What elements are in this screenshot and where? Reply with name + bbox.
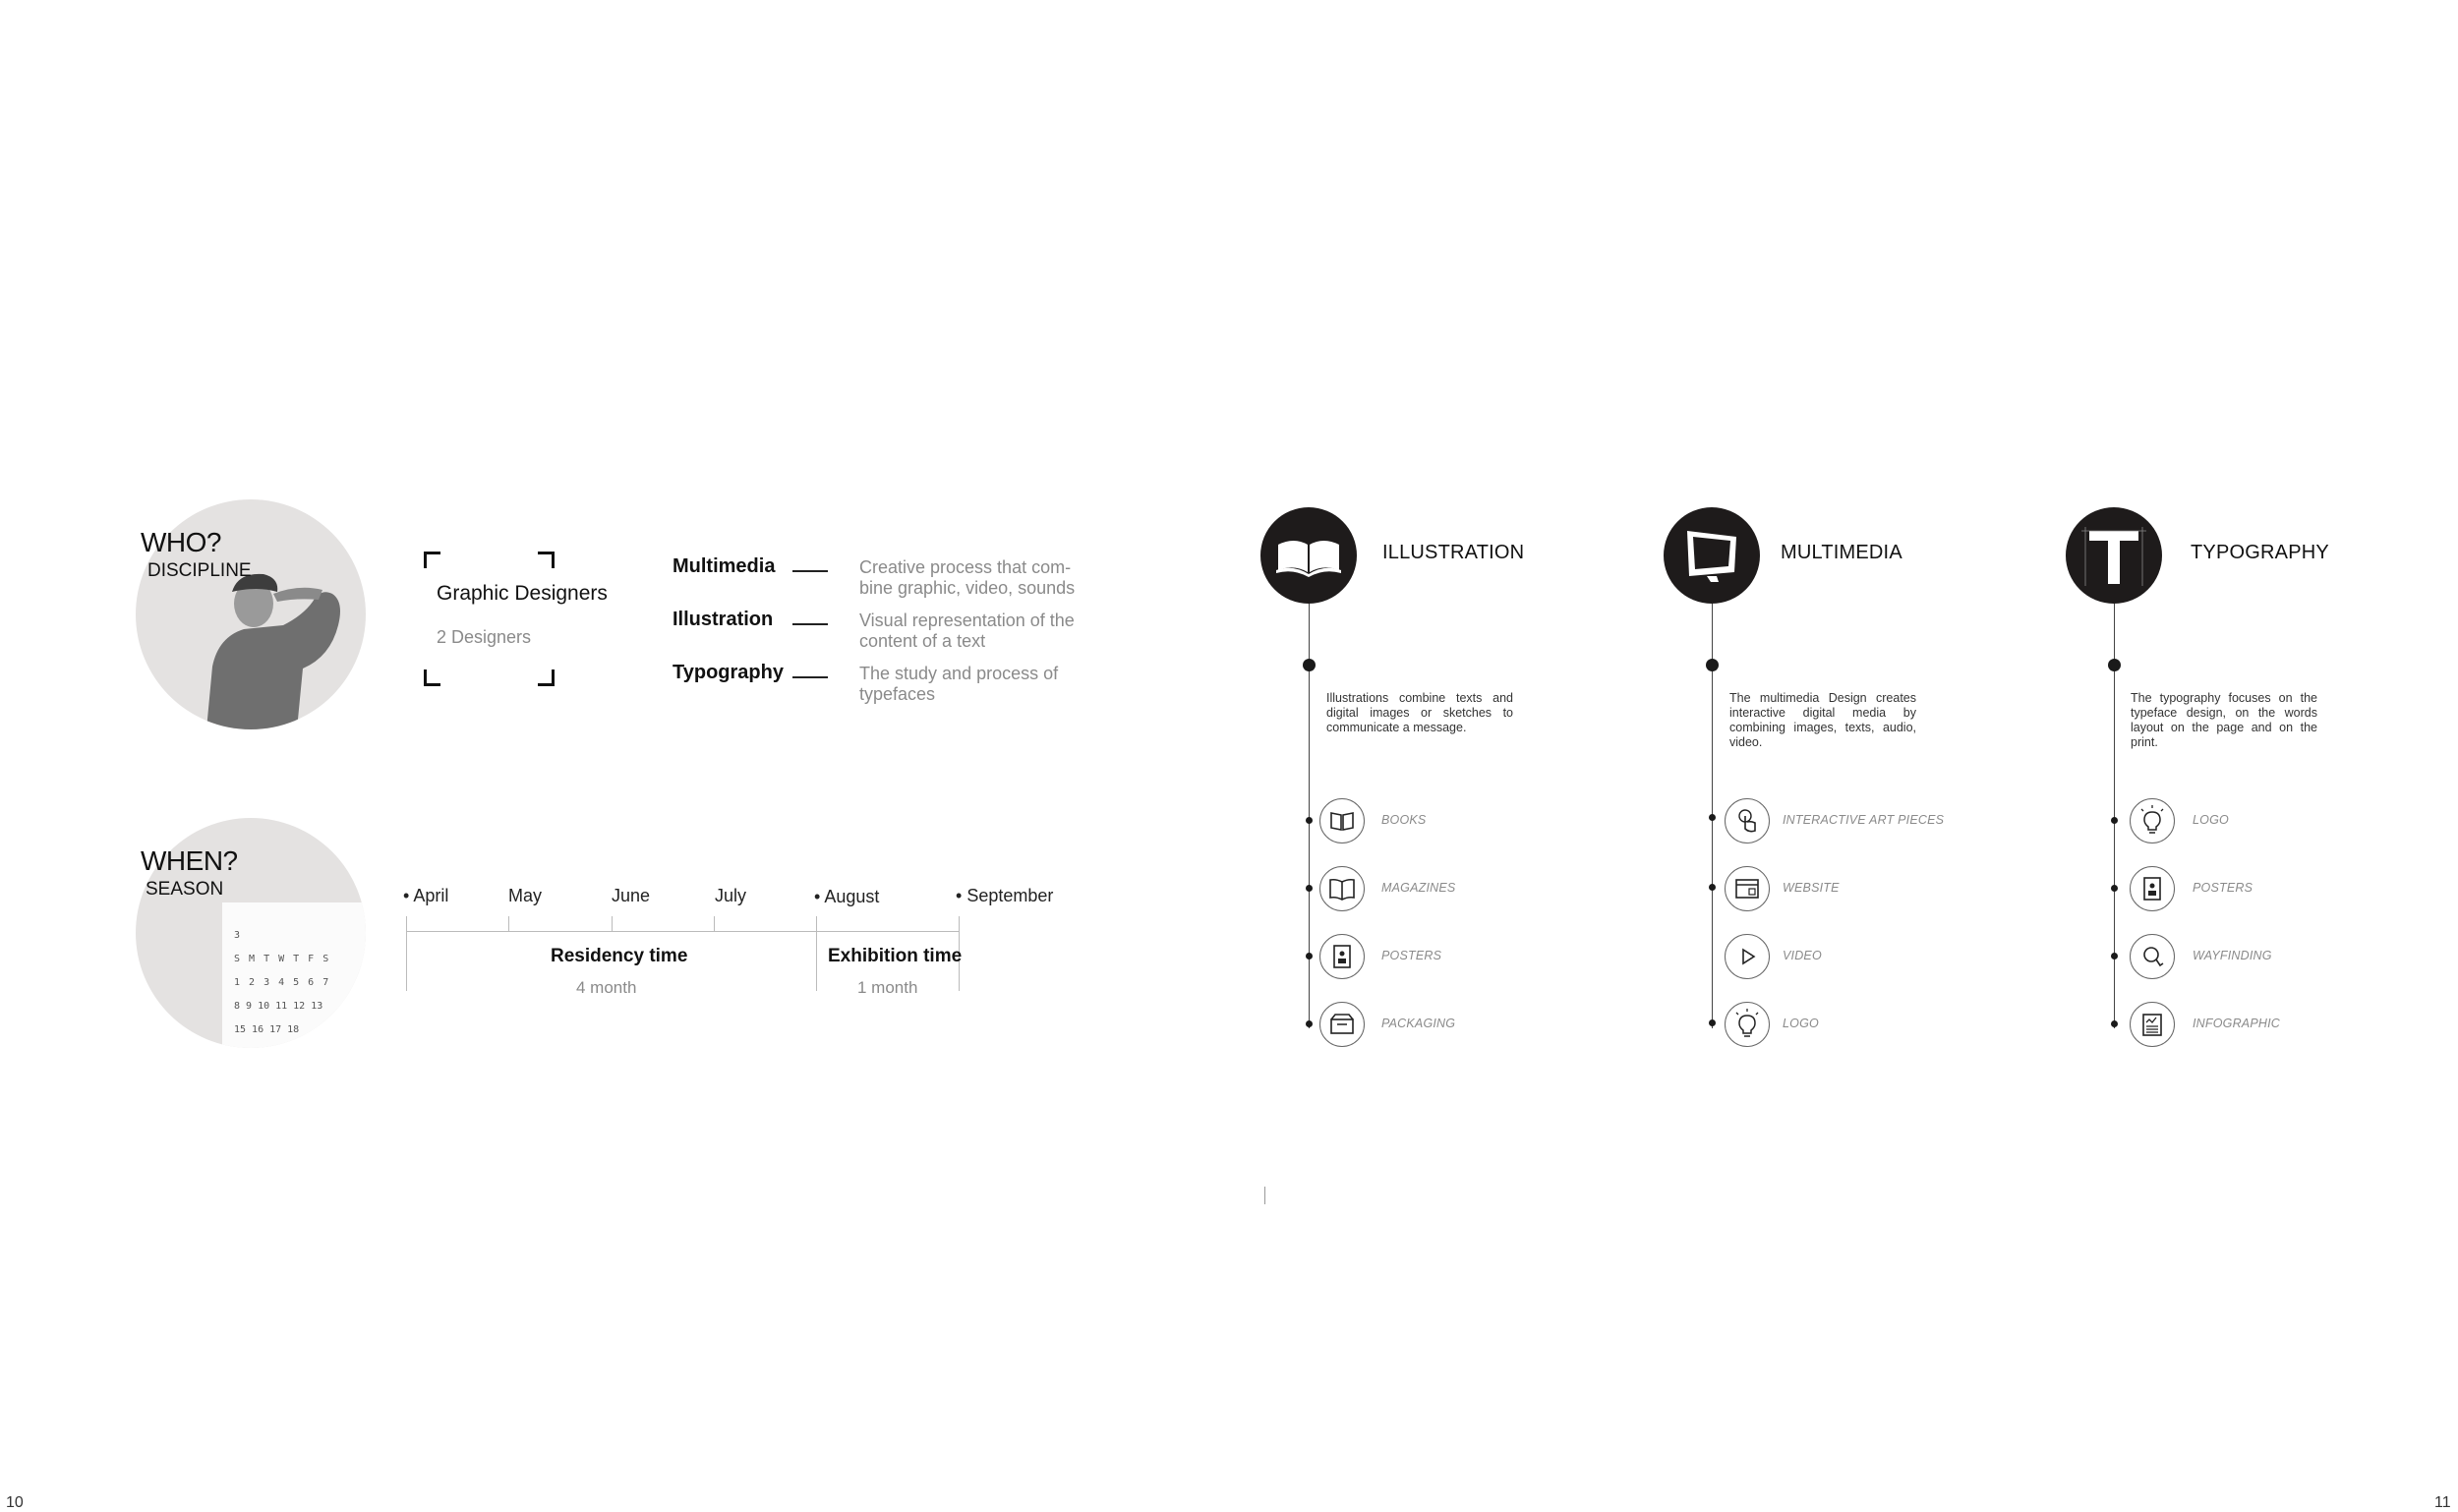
item-label: INFOGRAPHIC (2193, 1017, 2281, 1030)
calendar-day: 12 (293, 1001, 306, 1012)
item-node (2111, 885, 2118, 892)
calendar-row (234, 977, 328, 988)
calendar-day: 8 (234, 1001, 241, 1012)
item-node (2111, 1020, 2118, 1027)
item-node (1306, 817, 1313, 824)
item-node (1709, 884, 1716, 891)
item-label: LOGO (2193, 813, 2229, 827)
discipline-name: Typography (673, 662, 784, 683)
timeline-tick (406, 916, 407, 991)
item-label: LOGO (1783, 1017, 1819, 1030)
calendar-weekdays (234, 954, 328, 964)
timeline-month: • August (814, 887, 880, 906)
item-node (1306, 1020, 1313, 1027)
category-description: Illustrations combine texts and digital images or sketches to communicate a message. (1326, 691, 1513, 734)
frame-corner-bl (424, 669, 440, 686)
category-title: TYPOGRAPHY (2191, 542, 2329, 563)
timeline-month: • April (403, 886, 449, 905)
calendar-day: 9 (246, 1001, 253, 1012)
page-number-right: 11 (2434, 1494, 2451, 1511)
item-node (1709, 814, 1716, 821)
lightbulb-icon (2131, 799, 2174, 843)
timeline-node (1706, 659, 1719, 671)
browser-icon (1726, 867, 1769, 910)
month-label: July (715, 886, 747, 905)
month-label: May (508, 886, 543, 905)
calendar-month-number: 3 (234, 930, 241, 941)
when-subtitle: SEASON (146, 879, 224, 900)
calendar-weekday: S (234, 954, 241, 964)
calendar-day: 11 (275, 1001, 288, 1012)
calendar-day: 7 (322, 977, 329, 988)
calendar-weekday: W (278, 954, 285, 964)
item-icon-badge (1319, 798, 1365, 843)
poster-icon (1320, 935, 1364, 978)
timeline-month (715, 886, 746, 906)
period-duration: 1 month (857, 978, 918, 997)
lightbulb-icon (1726, 1003, 1769, 1046)
item-node (1306, 885, 1313, 892)
category-description: The typography focuses on the typeface design, on the words layout on the page and on the print. (2131, 691, 2317, 749)
item-icon-badge (1725, 798, 1770, 843)
frame-corner-tl (424, 552, 440, 568)
calendar-weekday: M (249, 954, 256, 964)
discipline-name: Illustration (673, 609, 774, 630)
calendar-day: 17 (269, 1024, 282, 1035)
discipline-dash (792, 676, 828, 678)
item-label: POSTERS (1381, 949, 1442, 962)
calendar-image (222, 902, 366, 1048)
item-node (1306, 953, 1313, 960)
item-label: BOOKS (1381, 813, 1427, 827)
month-label: August (824, 887, 880, 906)
category-title: MULTIMEDIA (1781, 542, 1902, 563)
page-divider-mark (1264, 1187, 1265, 1204)
calendar-day: 2 (249, 977, 256, 988)
calendar-weekday: T (293, 954, 300, 964)
item-node (1709, 1019, 1716, 1026)
calendar-day: 13 (311, 1001, 323, 1012)
monitor-icon (1664, 507, 1760, 604)
open-book-icon (1260, 507, 1357, 604)
timeline-month (508, 886, 542, 906)
month-label: September (966, 886, 1054, 905)
month-label: April (413, 886, 449, 905)
timeline-month (612, 886, 650, 906)
timeline-tick (508, 916, 509, 931)
discipline-description: Creative process that com-bine graphic, video, sounds (859, 557, 1076, 598)
period-title: Residency time (551, 946, 688, 966)
item-icon-badge (2130, 934, 2175, 979)
calendar-day: 6 (308, 977, 315, 988)
item-icon-badge (1725, 934, 1770, 979)
calendar-day: 4 (278, 977, 285, 988)
timeline-node (1303, 659, 1316, 671)
group-count: 2 Designers (437, 627, 532, 647)
timeline-node (2108, 659, 2121, 671)
discipline-description: The study and process of typefaces (859, 664, 1059, 704)
group-title: Graphic Designers (437, 582, 608, 605)
item-label: WAYFINDING (2193, 949, 2272, 962)
item-label: VIDEO (1783, 949, 1822, 962)
item-icon-badge (2130, 798, 2175, 843)
item-node (2111, 817, 2118, 824)
timeline-tick (714, 916, 715, 931)
frame-corner-br (538, 669, 555, 686)
timeline-month: • September (956, 886, 1054, 905)
item-label: INTERACTIVE ART PIECES (1783, 813, 1945, 827)
item-icon-badge (1725, 866, 1770, 911)
category-title: ILLUSTRATION (1382, 542, 1525, 563)
infographic-icon (2131, 1003, 2174, 1046)
calendar-weekday: T (263, 954, 270, 964)
who-title: WHO? (141, 527, 221, 557)
item-icon-badge (2130, 1002, 2175, 1047)
magazine-icon (1320, 867, 1364, 910)
frame-corner-tr (538, 552, 555, 568)
item-label: POSTERS (2193, 881, 2253, 895)
item-icon-badge (1319, 934, 1365, 979)
item-icon-badge (1725, 1002, 1770, 1047)
package-icon (1320, 1003, 1364, 1046)
letter-t-icon (2066, 507, 2162, 604)
category-description: The multimedia Design creates interactive digital media by combining images, texts, audio, video. (1729, 691, 1916, 749)
timeline-axis (406, 931, 960, 932)
page-number-left: 10 (6, 1494, 24, 1511)
calendar-weekday: S (322, 954, 329, 964)
discipline-description: Visual representation of the content of a text (859, 611, 1075, 651)
calendar-day: 18 (287, 1024, 300, 1035)
calendar-day: 1 (234, 977, 241, 988)
discipline-dash (792, 570, 828, 572)
month-label: June (612, 886, 651, 905)
calendar-row (234, 1001, 322, 1012)
item-icon-badge (2130, 866, 2175, 911)
item-icon-badge (1319, 1002, 1365, 1047)
calendar-day: 15 (234, 1024, 247, 1035)
calendar-day: 10 (258, 1001, 270, 1012)
item-node (2111, 953, 2118, 960)
calendar-day: 16 (252, 1024, 264, 1035)
item-label: PACKAGING (1381, 1017, 1456, 1030)
category-badge (1664, 507, 1760, 604)
discipline-dash (792, 623, 828, 625)
who-subtitle: DISCIPLINE (147, 560, 252, 581)
book-icon (1320, 799, 1364, 843)
calendar-day: 5 (293, 977, 300, 988)
item-icon-badge (1319, 866, 1365, 911)
calendar-weekday: F (308, 954, 315, 964)
period-duration: 4 month (576, 978, 637, 997)
item-label: MAGAZINES (1381, 881, 1456, 895)
poster-icon (2131, 867, 2174, 910)
item-label: WEBSITE (1783, 881, 1840, 895)
category-badge (1260, 507, 1357, 604)
timeline-tick (816, 916, 817, 991)
discipline-name: Multimedia (673, 555, 776, 577)
play-icon (1726, 935, 1769, 978)
touch-icon (1726, 799, 1769, 843)
wayfinding-icon (2131, 935, 2174, 978)
when-title: WHEN? (141, 845, 238, 876)
period-title: Exhibition time (828, 946, 963, 966)
timeline-tick (612, 916, 613, 931)
calendar-row (234, 1024, 299, 1035)
calendar-day: 3 (263, 977, 270, 988)
category-badge (2066, 507, 2162, 604)
